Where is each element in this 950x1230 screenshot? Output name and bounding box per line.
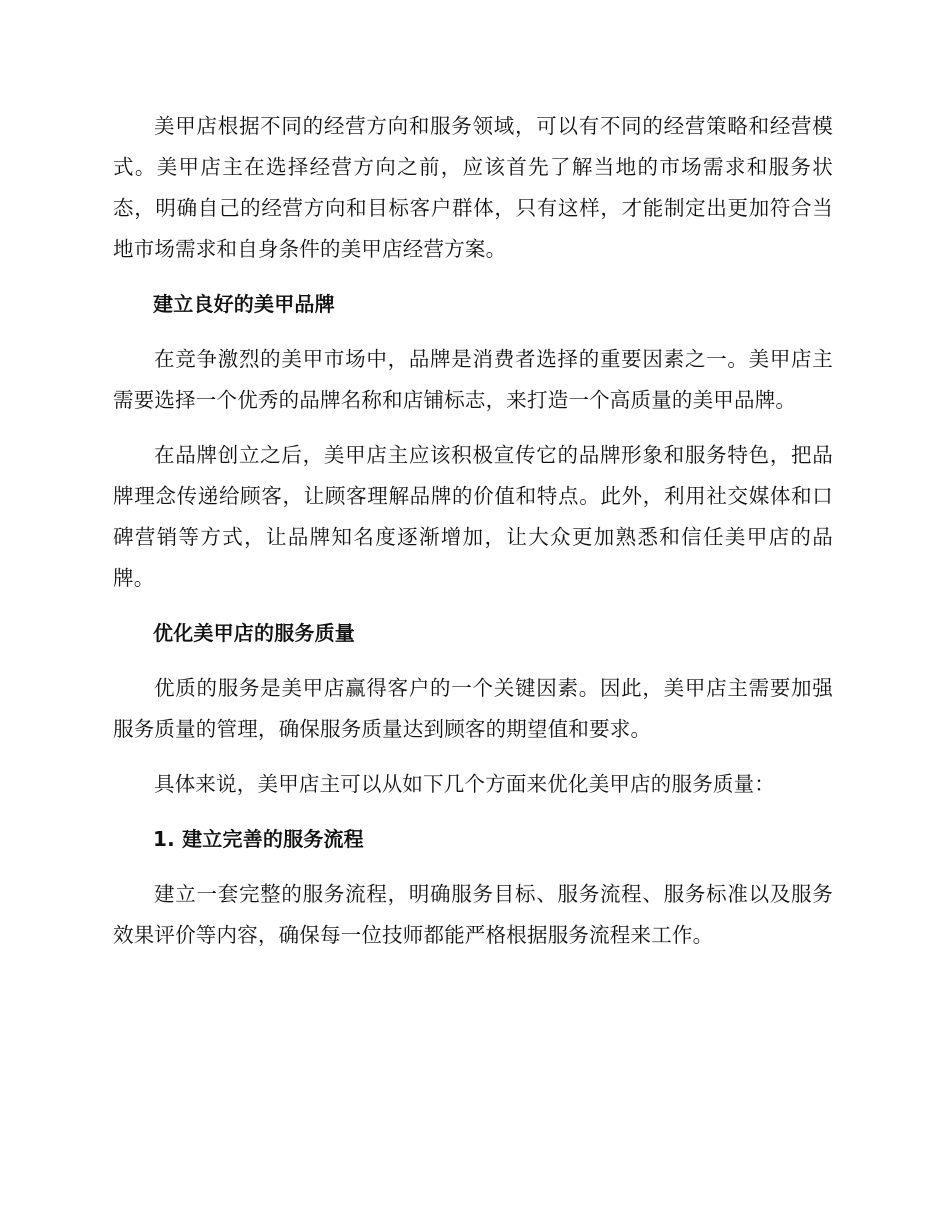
subheading-service-process: 1. 建立完善的服务流程 (153, 827, 364, 851)
section-heading-service-quality: 优化美甲店的服务质量 (153, 621, 355, 645)
paragraph-service-intro: 具体来说，美甲店主可以从如下几个方面来优化美甲店的服务质量： (154, 772, 775, 796)
paragraph-business-direction: 美甲店根据不同的经营方向和服务领域，可以有不同的经营策略和经营模式。美甲店主在选择经营方向之前，应该首先了解当地的市场需求和服务状态，明确自己的经营方向和目标客户群体，只有这样，才能制定出更加符合当地市场需求和自身条件的美甲店经营方案。 (113, 114, 833, 261)
section-heading-brand: 建立良好的美甲品牌 (153, 292, 335, 316)
paragraph-brand-promotion: 在品牌创立之后，美甲店主应该积极宣传它的品牌形象和服务特色，把品牌理念传递给顾客，让顾客理解品牌的价值和特点。此外，利用社交媒体和口碑营销等方式，让品牌知名度逐渐增加，让大众更加熟悉和信任美甲店的品牌。 (113, 443, 833, 590)
paragraph-brand-importance: 在竞争激烈的美甲市场中，品牌是消费者选择的重要因素之一。美甲店主需要选择一个优秀的品牌名称和店铺标志，来打造一个高质量的美甲品牌。 (113, 347, 833, 412)
paragraph-service-importance: 优质的服务是美甲店赢得客户的一个关键因素。因此，美甲店主需要加强服务质量的管理，确保服务质量达到顾客的期望值和要求。 (113, 676, 833, 741)
paragraph-service-process: 建立一套完整的服务流程，明确服务目标、服务流程、服务标准以及服务效果评价等内容，确保每一位技师都能严格根据服务流程来工作。 (113, 882, 833, 947)
document-body (113, 106, 833, 970)
